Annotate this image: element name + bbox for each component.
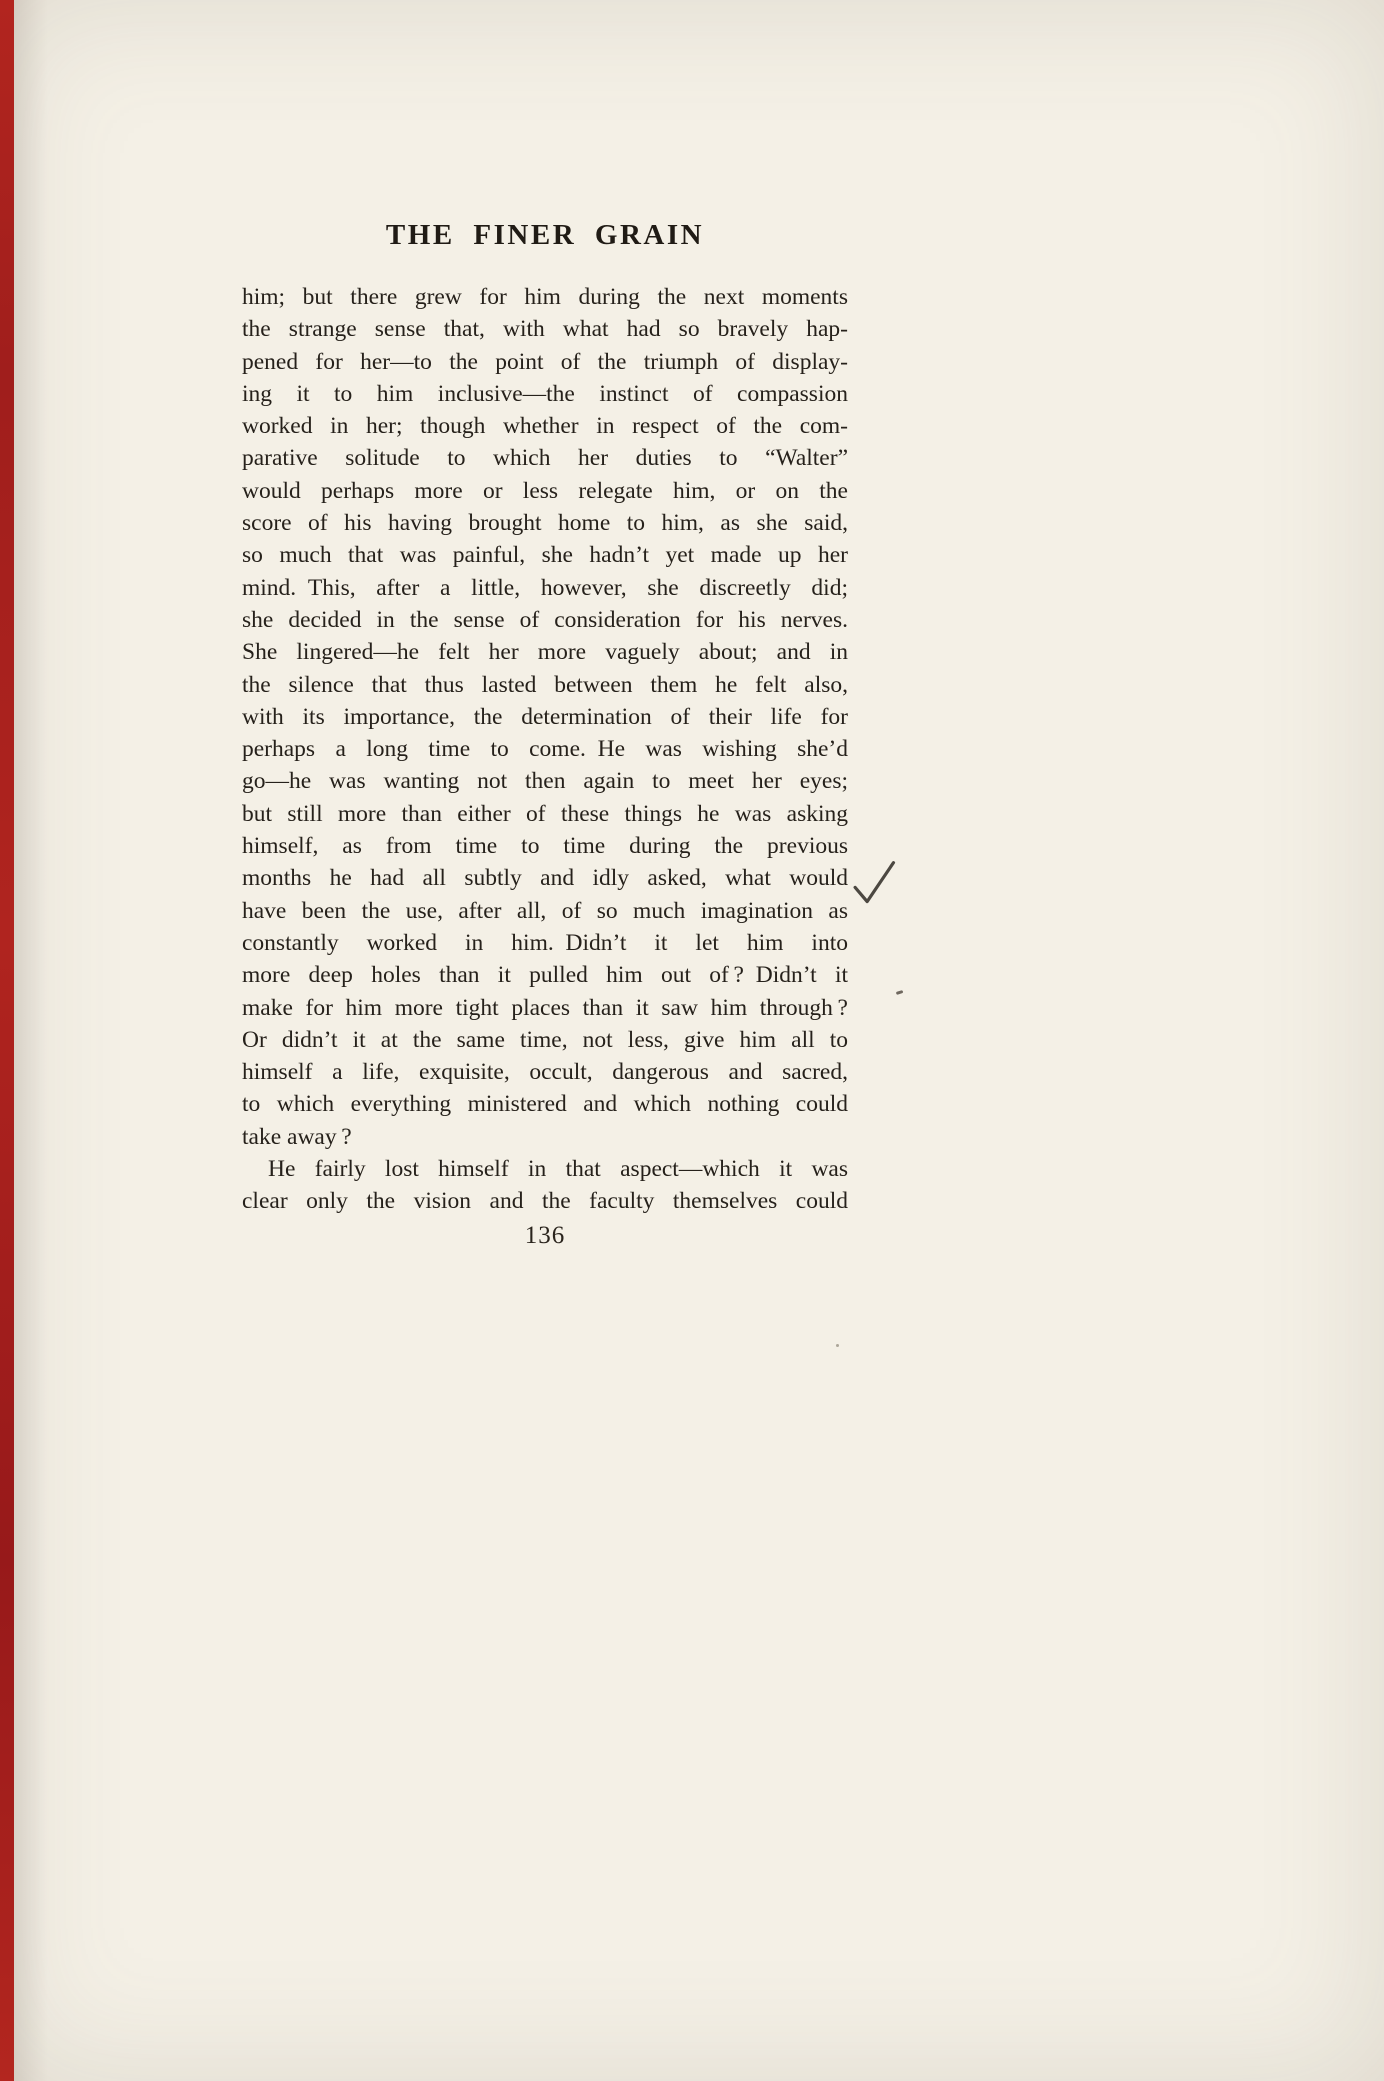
page-number: 136 — [524, 1222, 566, 1249]
text-line: She lingered—he felt her more vaguely about; and in — [242, 639, 848, 666]
text-line-paragraph-end: take away ? — [242, 1123, 352, 1150]
text-line: constantly worked in him. Didn’t it let him into — [242, 929, 848, 956]
text-line: himself a life, exquisite, occult, dangerous and sacred, — [242, 1059, 848, 1086]
text-line: himself, as from time to time during the previous — [242, 833, 848, 860]
text-line: would perhaps more or less relegate him, or on the — [242, 477, 848, 504]
text-line: the silence that thus lasted between them he felt also, — [242, 671, 848, 698]
text-line: mind. This, after a little, however, she discreetly did; — [242, 574, 848, 601]
binding-shadow — [14, 0, 48, 2081]
text-line: but still more than either of these things he was asking — [242, 800, 848, 827]
text-line: Or didn’t it at the same time, not less, give him all to — [242, 1026, 848, 1053]
text-line: so much that was painful, she hadn’t yet made up her — [242, 542, 848, 569]
text-line: clear only the vision and the faculty themselves could — [242, 1188, 848, 1215]
text-line: him; but there grew for him during the next moments — [242, 284, 848, 310]
text-line: the strange sense that, with what had so bravely hap- — [242, 316, 848, 343]
text-line: perhaps a long time to come. He was wishing she’d — [242, 736, 848, 763]
text-line: more deep holes than it pulled him out of ? Didn’t it — [242, 962, 848, 989]
text-line: ing it to him inclusive—the instinct of compassion — [242, 380, 848, 407]
text-line-paragraph-start: He fairly lost himself in that aspect—which it was — [268, 1156, 848, 1183]
book-binding-edge — [0, 0, 14, 2081]
running-head-title: THE FINER GRAIN — [385, 219, 705, 251]
text-line: score of his having brought home to him, as she said, — [242, 510, 848, 537]
text-line: to which everything ministered and which nothing could — [242, 1091, 848, 1118]
text-line: pened for her—to the point of the triumph of display- — [242, 348, 848, 375]
text-line: worked in her; though whether in respect of the com- — [242, 413, 848, 440]
text-line: months he had all subtly and idly asked, what would — [242, 865, 848, 892]
checkmark-annotation-icon — [848, 858, 901, 911]
text-line: parative solitude to which her duties to “Walter” — [242, 445, 848, 472]
paper-speck — [836, 1344, 839, 1347]
body-text-block — [242, 281, 848, 1218]
text-line: go—he was wanting not then again to meet her eyes; — [242, 768, 848, 795]
text-line: with its importance, the determination of their life for — [242, 703, 848, 730]
text-line: make for him more tight places than it saw him through ? — [242, 994, 848, 1021]
stray-pencil-mark — [896, 990, 903, 995]
text-line: have been the use, after all, of so much imagination as — [242, 897, 848, 924]
text-line: she decided in the sense of consideration for his nerves. — [242, 606, 848, 633]
